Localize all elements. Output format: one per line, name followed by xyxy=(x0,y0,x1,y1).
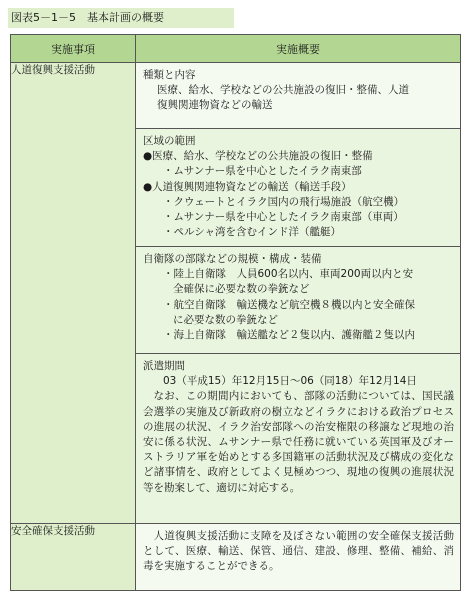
period-dates: 03（平成15）年12月15日～06（同18）年12月14日 xyxy=(163,375,417,388)
security-text: 人道復興支援活動に支障を及ぼさない範囲の安全確保支援活動として、医療、輸送、保管、通信、建設、修理、整備、補給、消毒を実施することができる。 xyxy=(143,530,454,573)
block-period xyxy=(136,353,460,523)
area-bullet-2-sub-2: ・ムサンナー県を中心としたイラク南東部（車両） xyxy=(163,211,404,224)
figure-caption: 図表5－1－5 基本計画の概要 xyxy=(8,8,234,28)
row-security xyxy=(11,524,461,591)
scale-line-1: ・陸上自衛隊 人員600名以内、車両200両以内と安 xyxy=(163,268,414,281)
area-bullet-2-sub-1: ・クウェートとイラク国内の飛行場施設（航空機） xyxy=(163,195,405,208)
block-scale xyxy=(136,246,460,353)
scale-line-3: ・航空自衛隊 輸送機など航空機８機以内と安全確保 xyxy=(163,298,415,311)
label-security: 安全確保支援活動 xyxy=(11,524,136,591)
header-row xyxy=(11,35,461,63)
block-area xyxy=(136,128,460,246)
security-details xyxy=(136,524,461,591)
area-bullet-1-sub-1: ・ムサンナー県を中心としたイラク南東部 xyxy=(163,165,362,178)
scale-line-5: ・海上自衛隊 輸送艦など２隻以内、護衛艦２隻以内 xyxy=(163,329,415,342)
area-bullet-1: ●医療、給水、学校などの公共施設の復旧・整備 xyxy=(143,150,373,163)
scale-line-4: に必要な数の拳銃など xyxy=(173,313,278,326)
humanitarian-details xyxy=(136,63,461,524)
type-line-1: 医療、給水、学校などの公共施設の復旧・整備、人道 xyxy=(157,84,409,97)
scale-heading: 自衛隊の部隊などの規模・構成・装備 xyxy=(143,253,322,265)
area-bullet-2-sub-3: ・ペルシャ湾を含むインド洋（艦艇） xyxy=(163,226,342,239)
period-heading: 派遣期間 xyxy=(143,360,185,372)
area-bullet-2: ●人道復興関連物資などの輸送（輸送手段） xyxy=(143,180,352,193)
area-heading: 区域の範囲 xyxy=(143,135,196,147)
block-security xyxy=(136,524,460,590)
header-overview: 実施概要 xyxy=(136,35,461,63)
header-items: 実施事項 xyxy=(11,35,136,63)
plan-table xyxy=(10,34,461,591)
type-heading: 種類と内容 xyxy=(143,69,196,81)
scale-line-2: 全確保に必要な数の拳銃など xyxy=(173,283,310,296)
period-text: なお、この期間内においても、部隊の活動については、国民議会選挙の実施及び新政府の樹立などイラクにおける政治プロセスの進展の状況、イラク治安部隊への治安権限の移譲など現地の治安に係る状況、ムサンナー県で任務に就いている英国軍及びオーストラリア軍を始めとする多国籍軍の活動状況及び構成の変化など諸事情を、政府としてよく見極めつつ、現地の復興の進展状況等を勘案して、適切に対応する。 xyxy=(143,390,454,494)
type-line-2: 復興関連物資などの輸送 xyxy=(157,99,273,112)
label-humanitarian: 人道復興支援活動 xyxy=(11,63,136,524)
row-humanitarian xyxy=(11,63,461,524)
block-type xyxy=(136,63,460,128)
